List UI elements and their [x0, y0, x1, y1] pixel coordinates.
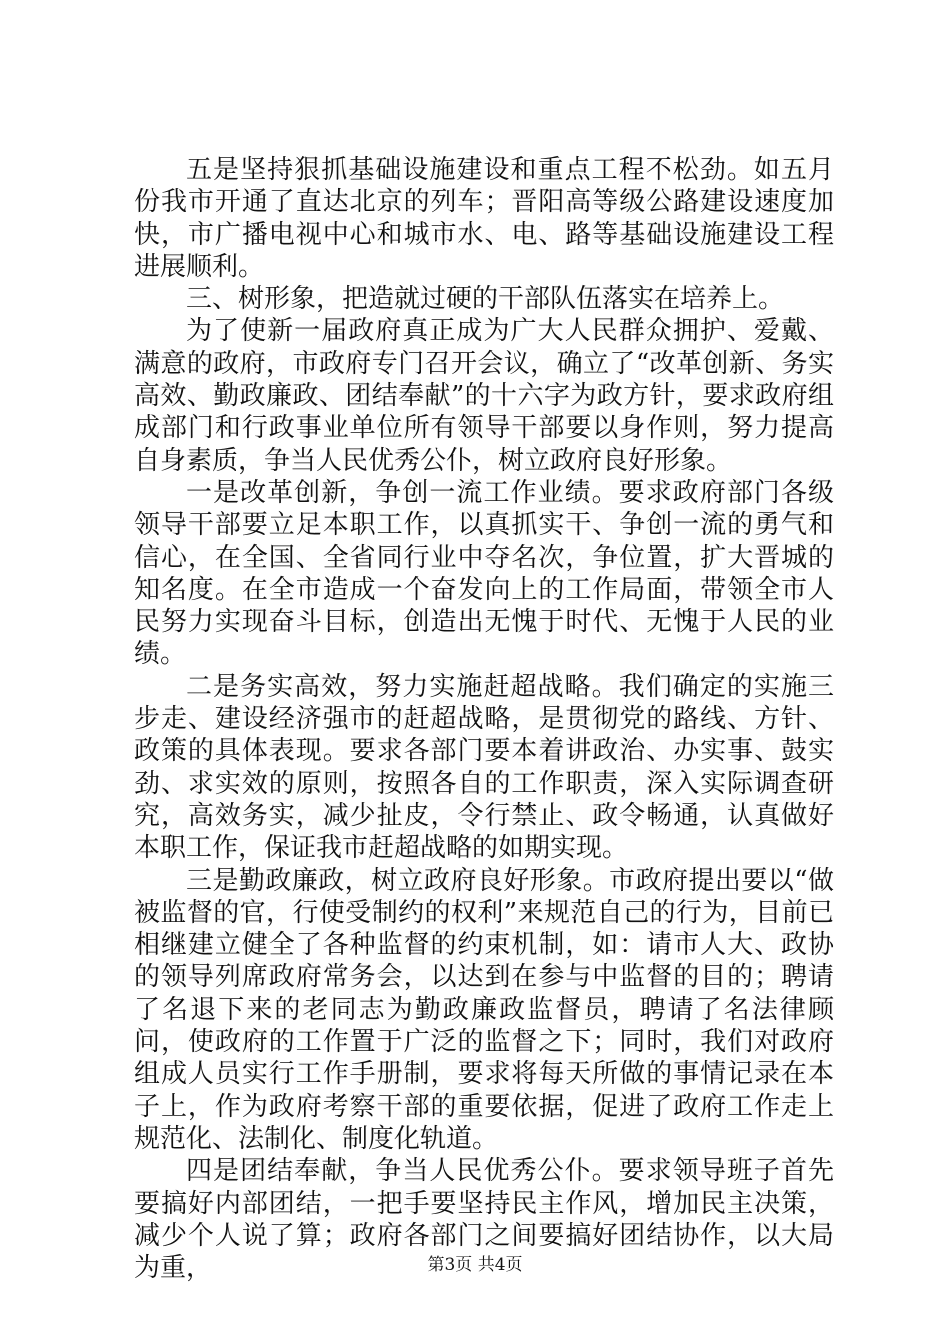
paragraph-government-policy: 为了使新一届政府真正成为广大人民群众拥护、爱戴、满意的政府，市政府专门召开会议，确立了“改革创新、务实高效、勤政廉政、团结奉献”的十六字为政方针，要求政府组成部门和行政事业单位所有领导干部要以身作则，努力提高自身素质，争当人民优秀公仆，树立政府良好形象。 [134, 316, 834, 476]
document-body [134, 154, 834, 1284]
paragraph-infrastructure: 五是坚持狠抓基础设施建设和重点工程不松劲。如五月份我市开通了直达北京的列车；晋阳高等级公路建设速度加快，市广播电视中心和城市水、电、路等基础设施建设工程进展顺利。 [134, 155, 834, 282]
paragraph-diligent-clean: 三是勤政廉政，树立政府良好形象。市政府提出要以“做被监督的官，行使受制约的权利”来规范自己的行为，目前已相继建立健全了各种监督的约束机制，如：请市人大、政协的领导列席政府常务会，以达到在参与中监督的目的；聘请了名退下来的老同志为勤政廉政监督员，聘请了名法律顾问，使政府的工作置于广泛的监督之下；同时，我们对政府组成人员实行工作手册制，要求将每天所做的事情记录在本子上，作为政府考察干部的重要依据，促进了政府工作走上规范化、法制化、制度化轨道。 [134, 865, 834, 1154]
paragraph-reform-innovation: 一是改革创新，争创一流工作业绩。要求政府部门各级领导干部要立足本职工作，以真抓实干、争创一流的勇气和信心，在全国、全省同行业中夺名次，争位置，扩大晋城的知名度。在全市造成一个奋发向上的工作局面，带领全市人民努力实现奋斗目标，创造出无愧于时代、无愧于人民的业绩。 [134, 477, 834, 670]
paragraph-pragmatic-efficient: 二是务实高效，努力实施赶超战略。我们确定的实施三步走、建设经济强市的赶超战略，是贯彻党的路线、方针、政策的具体表现。要求各部门要本着讲政治、办实事、鼓实劲、求实效的原则，按照各自的工作职责，深入实际调查研究，高效务实，减少扯皮，令行禁止、政令畅通，认真做好本职工作，保证我市赶超战略的如期实现。 [134, 671, 834, 864]
paragraph-unity-dedication: 四是团结奉献，争当人民优秀公仆。要求领导班子首先要搞好内部团结，一把手要坚持民主作风，增加民主决策，减少个人说了算；政府各部门之间要搞好团结协作，以大局为重， [134, 1156, 834, 1284]
page-footer: 第3页 共4页 [427, 1255, 523, 1275]
section-heading-image: 三、树形象，把造就过硬的干部队伍落实在培养上。 [186, 284, 785, 315]
